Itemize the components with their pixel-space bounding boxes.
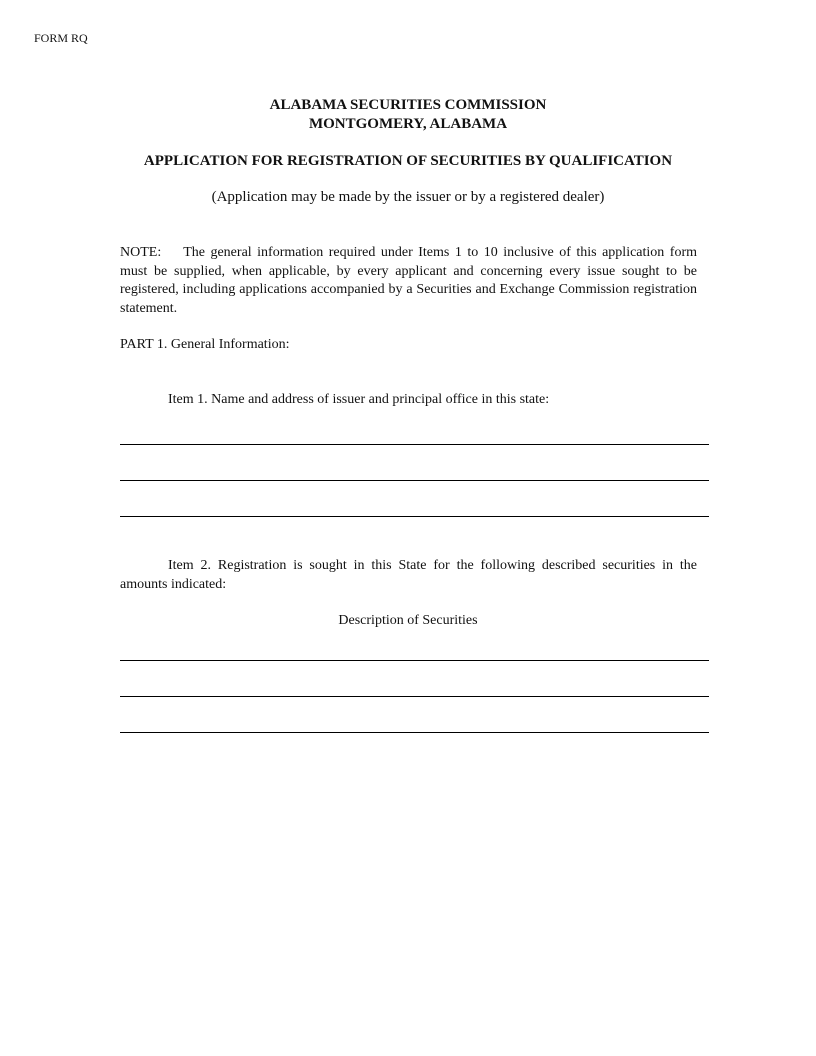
item-1-answer-line-3[interactable] bbox=[120, 516, 709, 517]
form-id: FORM RQ bbox=[34, 31, 88, 45]
note-paragraph bbox=[120, 244, 697, 318]
agency-city: MONTGOMERY, ALABAMA bbox=[308, 116, 508, 132]
application-title: APPLICATION FOR REGISTRATION OF SECURITIES BY QUALIFICATION bbox=[143, 153, 673, 169]
item-1-label: Item 1. Name and address of issuer and principal office in this state: bbox=[168, 392, 550, 407]
item-2-paragraph: Item 2. Registration is sought in this State for the following described securities in the amounts indicated: bbox=[120, 558, 697, 592]
description-of-securities-heading: Description of Securities bbox=[338, 613, 478, 628]
item-1-answer-line-1[interactable] bbox=[120, 444, 709, 445]
application-subtitle: (Application may be made by the issuer or by a registered dealer) bbox=[211, 189, 605, 205]
note-text: The general information required under Items 1 to 10 inclusive of this application form must be supplied, when applicable, by every applicant and concerning every issue sought to be registered, including applications accompanied by a Securities and Exchange Commission registration statement. bbox=[120, 245, 697, 316]
agency-name: ALABAMA SECURITIES COMMISSION bbox=[269, 97, 547, 113]
note-label: NOTE: bbox=[120, 245, 162, 260]
item-1-answer-line-2[interactable] bbox=[120, 480, 709, 481]
item-2-answer-line-1[interactable] bbox=[120, 660, 709, 661]
item-2-answer-line-3[interactable] bbox=[120, 732, 709, 733]
part-1-heading: PART 1. General Information: bbox=[120, 337, 290, 352]
item-2-answer-line-2[interactable] bbox=[120, 696, 709, 697]
